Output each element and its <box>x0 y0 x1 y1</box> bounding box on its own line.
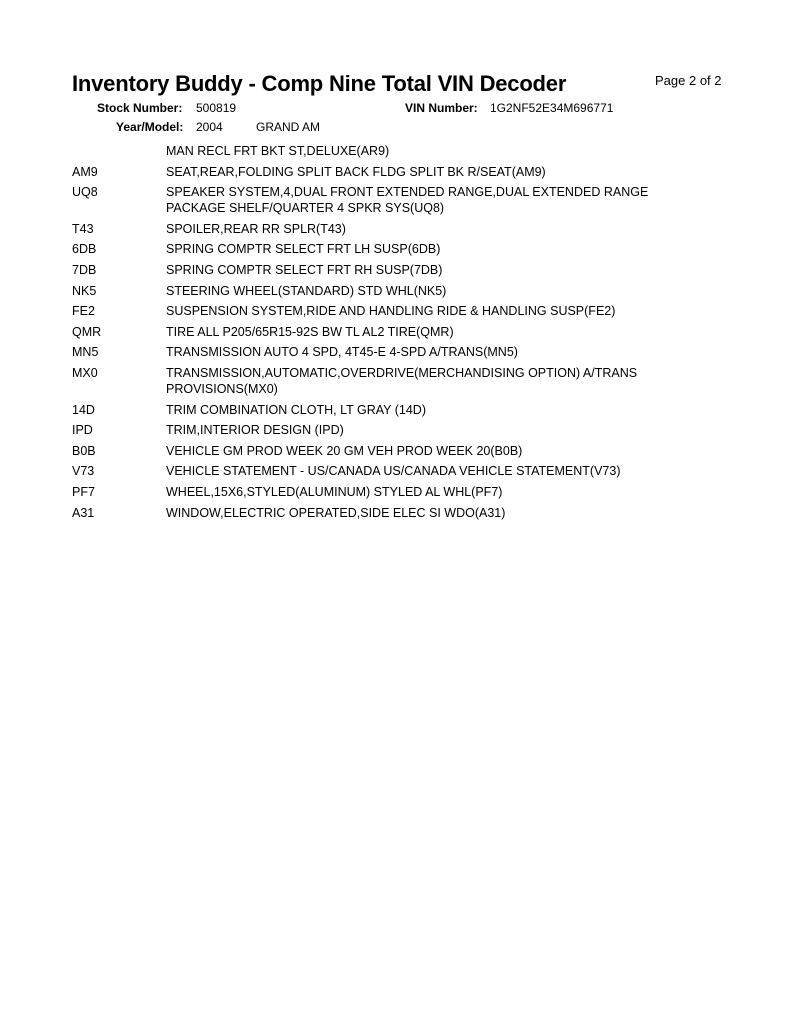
list-item <box>72 505 692 521</box>
stock-number-label: Stock Number: <box>97 101 183 115</box>
stock-number-value: 500819 <box>196 101 237 115</box>
option-description: STEERING WHEEL(STANDARD) STD WHL(NK5) <box>166 283 447 298</box>
option-description: SPOILER,REAR RR SPLR(T43) <box>166 221 346 236</box>
option-code: NK5 <box>72 283 97 298</box>
page-indicator: Page 2 of 2 <box>655 73 722 88</box>
list-item <box>72 303 692 319</box>
list-item <box>72 344 692 360</box>
option-description: SPRING COMPTR SELECT FRT RH SUSP(7DB) <box>166 262 443 277</box>
list-item <box>72 164 692 180</box>
year-model-label: Year/Model: <box>116 120 184 134</box>
option-code: AM9 <box>72 164 98 179</box>
list-item <box>72 422 692 438</box>
option-code: PF7 <box>72 484 95 499</box>
list-item <box>72 241 692 257</box>
year-value: 2004 <box>196 120 223 134</box>
option-description: WHEEL,15X6,STYLED(ALUMINUM) STYLED AL WHL(PF7) <box>166 484 503 499</box>
list-item <box>72 283 692 299</box>
option-code: A31 <box>72 505 95 520</box>
list-item <box>72 365 692 397</box>
list-item <box>72 402 692 418</box>
option-description: WINDOW,ELECTRIC OPERATED,SIDE ELEC SI WDO(A31) <box>166 505 506 520</box>
page-title: Inventory Buddy - Comp Nine Total VIN Decoder <box>72 71 567 96</box>
list-item <box>72 143 692 159</box>
option-code: MX0 <box>72 365 98 380</box>
option-code: MN5 <box>72 345 99 360</box>
option-code: 6DB <box>72 242 97 257</box>
option-code: V73 <box>72 464 95 479</box>
vin-number-value: 1G2NF52E34M696771 <box>490 101 614 115</box>
option-code: 14D <box>72 402 95 417</box>
option-code <box>72 143 166 159</box>
option-description: SPRING COMPTR SELECT FRT LH SUSP(6DB) <box>166 242 441 257</box>
option-code: 7DB <box>72 262 97 277</box>
list-item <box>72 221 692 237</box>
option-code: FE2 <box>72 304 95 319</box>
list-item <box>72 463 692 479</box>
option-description: VEHICLE GM PROD WEEK 20 GM VEH PROD WEEK 20(B0B) <box>166 443 523 458</box>
option-description: TRIM,INTERIOR DESIGN (IPD) <box>166 423 344 438</box>
option-description: TRANSMISSION AUTO 4 SPD, 4T45-E 4-SPD A/TRANS(MN5) <box>166 345 518 360</box>
option-description: VEHICLE STATEMENT - US/CANADA US/CANADA VEHICLE STATEMENT(V73) <box>166 464 621 479</box>
option-description: TRIM COMBINATION CLOTH, LT GRAY (14D) <box>166 402 426 417</box>
model-value: GRAND AM <box>256 120 321 134</box>
option-description: TRANSMISSION,AUTOMATIC,OVERDRIVE(MERCHANDISING OPTION) A/TRANS PROVISIONS(MX0) <box>166 365 638 396</box>
list-item <box>72 262 692 278</box>
option-description: SPEAKER SYSTEM,4,DUAL FRONT EXTENDED RANGE,DUAL EXTENDED RANGE PACKAGE SHELF/QUARTER 4 SPKR SYS(UQ8) <box>166 185 649 216</box>
option-description: TIRE ALL P205/65R15-92S BW TL AL2 TIRE(QMR) <box>166 324 454 339</box>
option-code: UQ8 <box>72 185 98 200</box>
option-code: T43 <box>72 221 94 236</box>
option-code: B0B <box>72 443 96 458</box>
list-item <box>72 324 692 340</box>
vin-number-label: VIN Number: <box>405 101 478 115</box>
list-item <box>72 443 692 459</box>
option-list <box>72 143 692 525</box>
option-description: SEAT,REAR,FOLDING SPLIT BACK FLDG SPLIT BK R/SEAT(AM9) <box>166 164 546 179</box>
option-description: MAN RECL FRT BKT ST,DELUXE(AR9) <box>166 144 390 158</box>
list-item <box>72 484 692 500</box>
option-description: SUSPENSION SYSTEM,RIDE AND HANDLING RIDE & HANDLING SUSP(FE2) <box>166 304 616 319</box>
list-item <box>72 184 692 216</box>
option-code: IPD <box>72 423 93 438</box>
option-code: QMR <box>72 324 102 339</box>
